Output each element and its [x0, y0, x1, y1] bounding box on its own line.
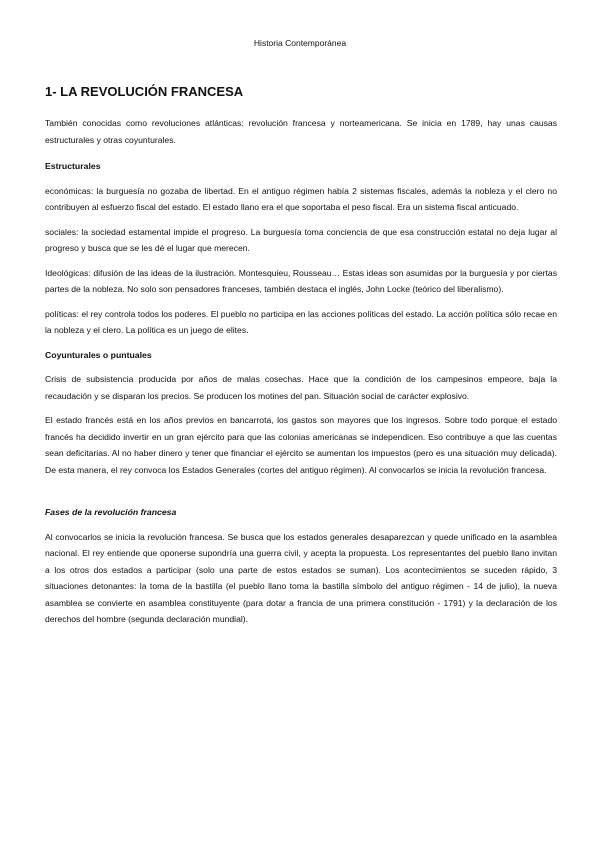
- paragraph-economicas: económicas: la burguesía no gozaba de libertad. En el antiguo régimen había 2 sistemas fiscales, además la nobleza y el clero no contribuyen al esfuerzo fiscal del estado. El estado llano era el que soportaba el peso fiscal. Era un sistema fiscal anticuado.: [45, 185, 557, 212]
- page-header: Historia Contemporánea: [253, 38, 347, 48]
- page-title: 1- LA REVOLUCIÓN FRANCESA: [45, 84, 244, 99]
- paragraph-bancarrota: El estado francés está en los años previos en bancarrota, los gastos son mayores que los ingresos. Sobre todo porque el estado francés ha decidido invertir en un gran ejército para que las colonias americanas se independicen. Eso contribuye a que las cuentas sean deficitarias. Al no haber dinero y tener que financiar el ejército se aumentan los impuestos (pero es una situación muy delicada). De esta manera, el rey convoca los Estados Generales (cortes del antiguo régimen). Al convocarlos se inicia la revolución francesa.: [45, 415, 557, 475]
- paragraph-sociales: sociales: la sociedad estamental impide el progreso. La burguesía toma conciencia de que esa construcción estatal no deja lugar al progreso y busca que se les dé el lugar que merecen.: [45, 226, 557, 253]
- paragraph-fases: Al convocarlos se inicia la revolución francesa. Se busca que los estados generales desaparezcan y quede unificado en la asamblea nacional. El rey entiende que oponerse supondría una guerra civil, y acepta la propuesta. Los representantes del pueblo llano invitan a los otros dos estados a participar (solo una parte de estos estados se suman). Los acontecimientos se suceden rápido, 3 situaciones detonantes: la toma de la bastilla (el pueblo llano toma la bastilla símbolo del antiguo régimen - 14 de julio), la nueva asamblea se convierte en asamblea constituyente (para dotar a francia de una primera constitución - 1791) y la declaración de los derechos del hombre (segunda declaración mundial).: [45, 531, 557, 624]
- section-heading-coyunturales: Coyunturales o puntuales: [45, 349, 152, 360]
- section-heading-estructurales: Estructurales: [45, 161, 101, 171]
- paragraph-ideologicas: Ideológicas: difusión de las ideas de la ilustración. Montesquieu, Rousseau… Estas ideas son asumidas por la burguesía y por ciertas partes de la nobleza. No solo son pensadores franceses, también destaca el inglés, John Locke (teórico del liberalismo).: [45, 267, 557, 294]
- paragraph-politicas: políticas: el rey controla todos los poderes. El pueblo no participa en las acciones políticas del estado. La acción política sólo recae en la nobleza y el clero. La política es un juego de elites.: [45, 308, 557, 335]
- intro-paragraph: También conocidas como revoluciones atlánticas: revolución francesa y norteamericana. Se inicia en 1789, hay unas causas estructurales y otras coyunturales.: [45, 118, 557, 145]
- section-heading-fases: Fases de la revolución francesa: [45, 507, 177, 517]
- paragraph-crisis: Crisis de subsistencia producida por años de malas cosechas. Hace que la condición de los campesinos empeore, baja la recaudación y se disparan los precios. Se producen los motines del pan. Situación social de carácter explosivo.: [45, 374, 557, 401]
- document-body: [45, 84, 557, 636]
